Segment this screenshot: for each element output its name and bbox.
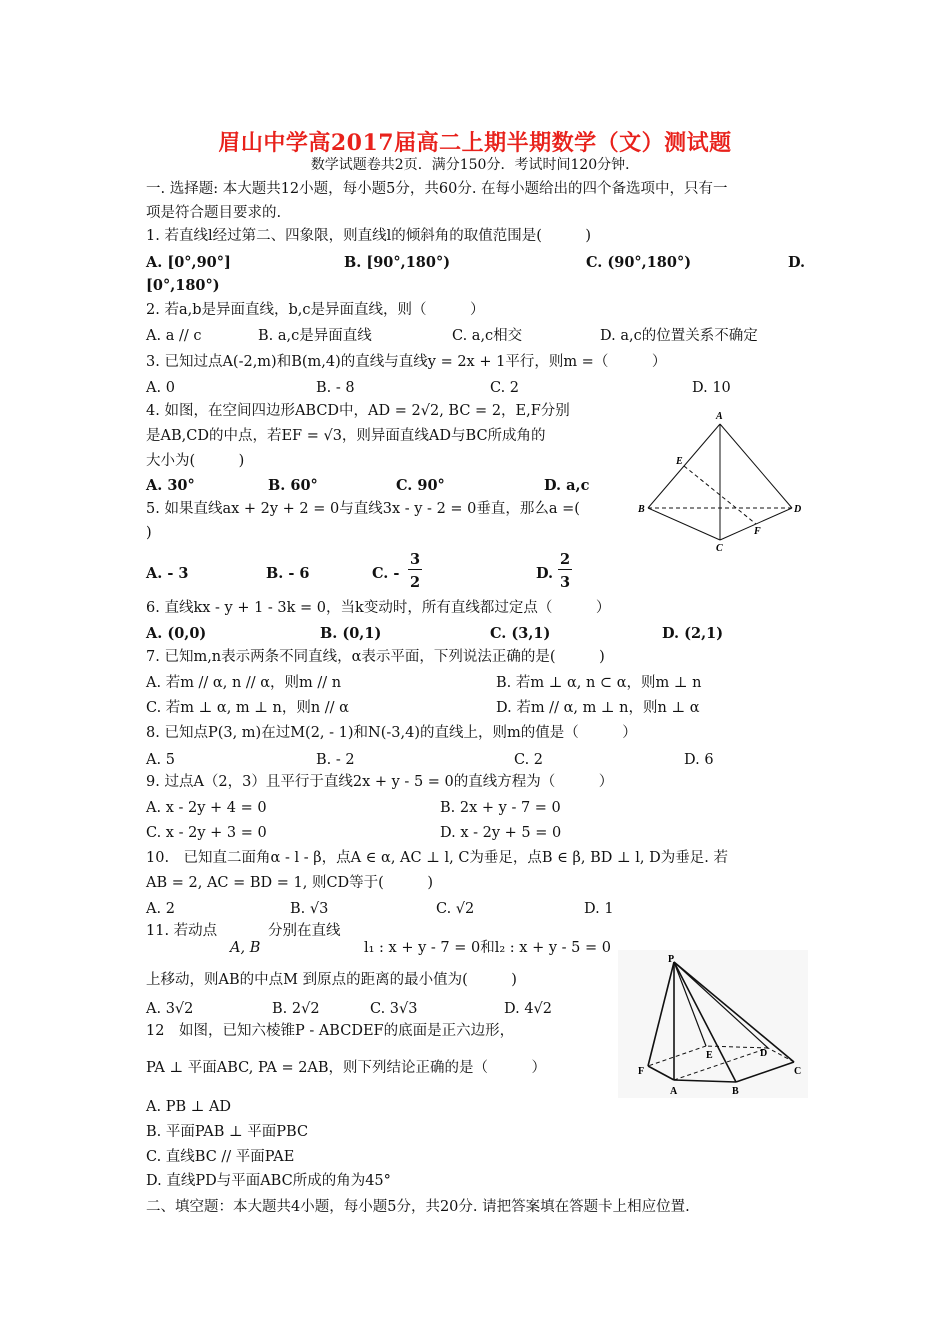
tetrahedron-figure	[636, 408, 806, 556]
q9-option-d: D. x - 2y + 5 = 0	[440, 825, 562, 841]
q5-option-d-denominator: 3	[559, 574, 571, 591]
q12-stem-line1: 12 如图，已知六棱锥P - ABCDEF的底面是正六边形，	[146, 1023, 515, 1039]
q2-stem: 2. 若a,b是异面直线，b,c是异面直线，则（ ）	[146, 302, 485, 318]
label-f: F	[754, 526, 761, 537]
q8-option-a: A. 5	[146, 752, 175, 768]
q6-option-b: B. (0,1)	[320, 625, 382, 642]
q3-option-a: A. 0	[146, 380, 175, 396]
q11-option-d: D. 4√2	[504, 1001, 553, 1017]
q12-option-b: B. 平面PAB ⊥ 平面PBC	[146, 1124, 309, 1140]
label-p: P	[668, 954, 675, 965]
q3-option-d: D. 10	[692, 380, 731, 396]
label-e: E	[676, 456, 683, 467]
q2-option-d: D. a,c的位置关系不确定	[600, 328, 758, 344]
q5-option-d: D.	[536, 565, 554, 582]
q10-option-c: C. √2	[436, 901, 475, 917]
q8-stem: 8. 已知点P(3, m)在过M(2, - 1)和N(-3,4)的直线上，则m的值是（ ）	[146, 725, 637, 741]
q1-option-b: B. [90°,180°)	[344, 254, 451, 271]
q2-option-c: C. a,c相交	[452, 328, 523, 344]
q4-option-c: C. 90°	[396, 477, 445, 494]
q10-stem-line2: AB = 2, AC = BD = 1, 则CD等于( )	[146, 875, 433, 891]
q3-option-b: B. - 8	[316, 380, 355, 396]
q4-option-a: A. 30°	[146, 477, 195, 494]
page-title: 眉山中学高2017届高二上期半期数学（文）测试题	[218, 130, 732, 156]
q12-option-a: A. PB ⊥ AD	[146, 1099, 232, 1115]
label-d: D	[794, 504, 802, 515]
q7-option-b: B. 若m ⊥ α, n ⊂ α，则m ⊥ n	[496, 675, 702, 691]
label-a: A	[670, 1086, 678, 1097]
q11-stem-line2: 上移动，则AB的中点M 到原点的距离的最小值为( )	[146, 972, 517, 988]
edge-ad	[720, 424, 792, 508]
label-d: D	[760, 1048, 768, 1059]
q11-stem-part1: 11. 若动点	[146, 923, 218, 939]
q12-option-c: C. 直线BC // 平面PAE	[146, 1149, 295, 1165]
label-b: B	[732, 1086, 739, 1097]
q5-option-c-numerator: 3	[409, 551, 421, 568]
q9-stem: 9. 过点A（2，3）且平行于直线2x + y - 5 = 0的直线方程为（ ）	[146, 774, 614, 790]
section1-heading-line1: 一. 选择题: 本大题共12小题，每小题5分，共60分. 在每小题给出的四个备选项中，只有一	[146, 181, 728, 197]
hexagonal-pyramid-figure	[618, 950, 808, 1098]
q9-option-c: C. x - 2y + 3 = 0	[146, 825, 267, 841]
q11-option-b: B. 2√2	[272, 1001, 320, 1017]
q7-stem: 7. 已知m,n表示两条不同直线，α表示平面，下列说法正确的是( )	[146, 649, 605, 665]
q4-stem-line2: 是AB,CD的中点，若EF = √3，则异面直线AD与BC所成角的	[146, 428, 546, 444]
label-a: A	[716, 411, 723, 422]
q4-stem-line1: 4. 如图，在空间四边形ABCD中，AD = 2√2, BC = 2，E,F分别	[146, 403, 570, 419]
q1-option-c: C. (90°,180°)	[586, 254, 692, 271]
q1-option-d: D.	[788, 254, 806, 271]
q6-option-a: A. (0,0)	[146, 625, 207, 642]
q5-option-d-numerator: 2	[559, 551, 571, 568]
q12-stem-line2: PA ⊥ 平面ABC, PA = 2AB，则下列结论正确的是（ ）	[146, 1060, 547, 1076]
q11-lines: l₁ : x + y - 7 = 0和l₂ : x + y - 5 = 0	[364, 940, 611, 956]
q10-option-a: A. 2	[146, 901, 175, 917]
section2-heading: 二、填空题：本大题共4小题，每小题5分，共20分. 请把答案填在答题卡上相应位置.	[146, 1199, 690, 1215]
label-c: C	[716, 543, 723, 554]
q10-stem-line1: 10. 已知直二面角α - l - β，点A ∈ α, AC ⊥ l, C为垂足，点B ∈ β, BD ⊥ l, D为垂足. 若	[146, 850, 728, 866]
q2-option-a: A. a // c	[146, 328, 202, 344]
q12-option-d: D. 直线PD与平面ABC所成的角为45°	[146, 1173, 391, 1189]
q10-option-d: D. 1	[584, 901, 614, 917]
q8-option-d: D. 6	[684, 752, 714, 768]
label-f: F	[638, 1066, 645, 1077]
q5-stem-close: )	[146, 525, 152, 541]
q5-option-c: C. -	[372, 565, 400, 582]
q2-option-b: B. a,c是异面直线	[258, 328, 372, 344]
q4-option-d: D. a,c	[544, 477, 590, 494]
q10-option-b: B. √3	[290, 901, 329, 917]
q1-stem: 1. 若直线l经过第二、四象限，则直线l的倾斜角的取值范围是( )	[146, 228, 592, 244]
figure-background	[618, 950, 808, 1098]
q5-option-a: A. - 3	[146, 565, 189, 582]
q5-option-b: B. - 6	[266, 565, 310, 582]
exam-info: 数学试题卷共2页．满分150分．考试时间120分钟．	[310, 157, 640, 173]
q6-stem: 6. 直线kx - y + 1 - 3k = 0，当k变动时，所有直线都过定点（ ）	[146, 600, 611, 616]
q1-option-a: A. [0°,90°]	[146, 254, 231, 271]
label-b: B	[638, 504, 645, 515]
label-c: C	[794, 1066, 802, 1077]
q9-option-b: B. 2x + y - 7 = 0	[440, 800, 561, 816]
q8-option-b: B. - 2	[316, 752, 355, 768]
q7-option-d: D. 若m // α, m ⊥ n，则n ⊥ α	[496, 700, 700, 716]
q4-stem-line3: 大小为( )	[146, 453, 245, 469]
q11-points: A, B	[230, 940, 261, 956]
label-e: E	[706, 1050, 713, 1061]
q1-option-d-value: [0°,180°)	[146, 277, 220, 294]
q11-option-c: C. 3√3	[370, 1001, 418, 1017]
q6-option-c: C. (3,1)	[490, 625, 551, 642]
q8-option-c: C. 2	[514, 752, 544, 768]
q7-option-c: C. 若m ⊥ α, m ⊥ n，则n // α	[146, 700, 349, 716]
q3-option-c: C. 2	[490, 380, 520, 396]
q11-stem-part2: 分别在直线	[268, 923, 341, 939]
q11-option-a: A. 3√2	[146, 1001, 194, 1017]
section1-heading-line2: 项是符合题目要求的.	[146, 205, 282, 221]
q7-option-a: A. 若m // α, n // α，则m // n	[146, 675, 342, 691]
q6-option-d: D. (2,1)	[662, 625, 724, 642]
q5-option-c-denominator: 2	[409, 574, 421, 591]
q4-option-b: B. 60°	[268, 477, 318, 494]
q5-stem: 5. 如果直线ax + 2y + 2 = 0与直线3x - y - 2 = 0垂直，那么a =(	[146, 501, 580, 517]
edge-bc	[648, 508, 720, 540]
q3-stem: 3. 已知过点A(-2,m)和B(m,4)的直线与直线y = 2x + 1平行，则m =（ ）	[146, 354, 667, 370]
q9-option-a: A. x - 2y + 4 = 0	[146, 800, 267, 816]
